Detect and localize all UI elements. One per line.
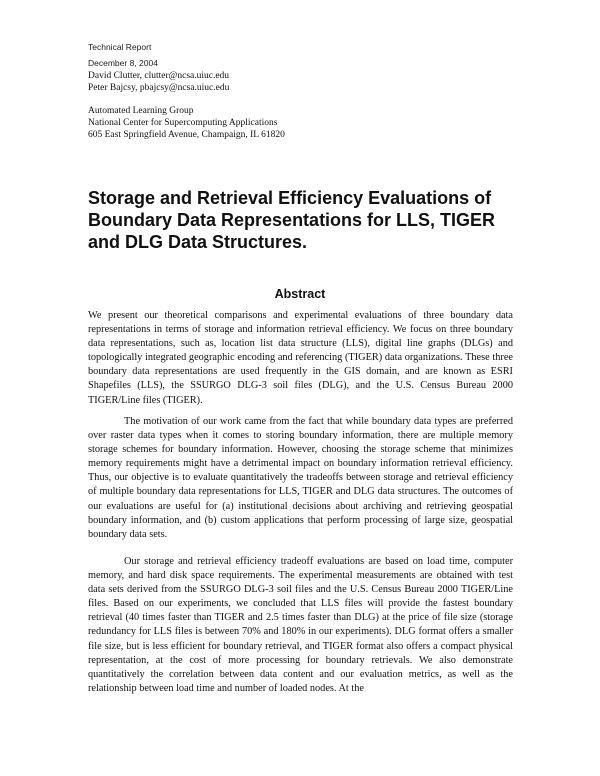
affiliation-address: 605 East Springfield Avenue, Champaign, IL 61820 (88, 130, 285, 140)
affiliation-center: National Center for Supercomputing Applications (88, 118, 278, 128)
abstract-paragraph-2: The motivation of our work came from the fact that while boundary data types are preferred over raster data types when it comes to storing boundary information, there are multiple memory storage schemes for boundary information. However, choosing the storage scheme that minimizes memory requirements might have a detrimental impact on boundary information retrieval efficiency. Thus, our objective is to evaluate quantitatively the tradeoffs between storage and retrieval efficiency of multiple boundary data representations for LLS, TIGER and DLG data structures. The outcomes of our evaluations are useful for (a) institutional decisions about archiving and retrieving geospatial boundary information, and (b) custom applications that perform processing of large size, geospatial boundary data sets. (88, 416, 513, 540)
author-1: David Clutter, clutter@ncsa.uiuc.edu (88, 71, 230, 81)
author-2: Peter Bajcsy, pbajcsy@ncsa.uiuc.edu (88, 83, 230, 93)
report-type: Technical Report (88, 42, 152, 52)
affiliation-group: Automated Learning Group (88, 106, 194, 116)
report-date: December 8, 2004 (88, 58, 158, 68)
abstract-paragraph-3: Our storage and retrieval efficiency tradeoff evaluations are based on load time, computer memory, and hard disk space requirements. The experimental measurements are obtained with test data sets derived from the SSURGO DLG-3 soil files and the U.S. Census Bureau 2000 TIGER/Line files. Based on our experiments, we concluded that LLS files will provide the fastest boundary retrieval (40 times faster than TIGER and 2.5 times faster than DLG) at the price of file size (storage redundancy for LLS files is between 70% and 180% in our experiments). DLG format offers a smaller file size, but is less efficient for boundary retrieval, and TIGER format also offers a compact physical representation, at the cost of more processing for boundary retrievals. We also demonstrate quantitatively the correlation between data content and our evaluation metrics, as well as the relationship between load time and number of loaded nodes. At the (88, 556, 513, 694)
abstract-heading: Abstract (274, 287, 326, 301)
abstract-paragraph-1: We present our theoretical comparisons and experimental evaluations of three boundary data representations in terms of storage and information retrieval efficiency. We focus on three boundary data representations, such as, location list data structure (LLS), digital line graphs (DLGs) and topologically integrated geographic encoding and referencing (TIGER) data organizations. These three boundary data representations are used frequently in the GIS domain, and are known as ESRI Shapefiles (LLS), the SSURGO DLG-3 soil files (DLG), and the U.S. Census Bureau 2000 TIGER/Line files (TIGER). (88, 310, 513, 406)
paper-title: Storage and Retrieval Efficiency Evaluations of Boundary Data Representations for LLS, TIGER and DLG Data Structures. (88, 188, 496, 252)
